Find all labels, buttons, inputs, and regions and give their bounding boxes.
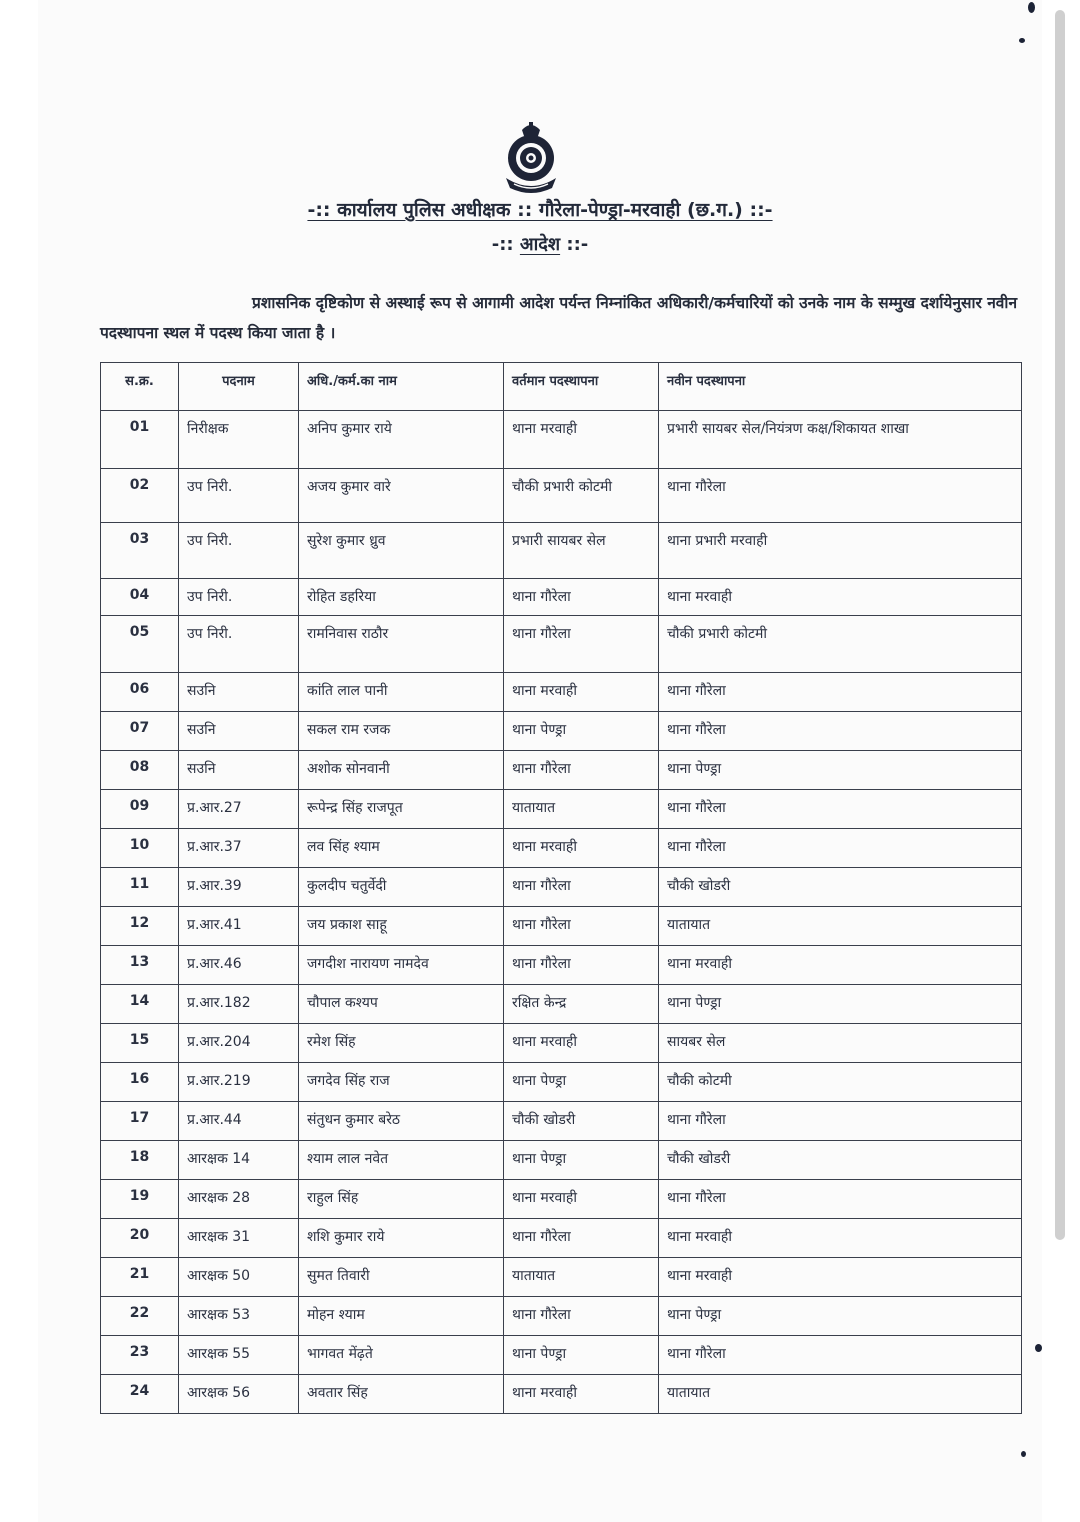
cell-serial: 16 <box>101 1063 179 1102</box>
cell-designation: आरक्षक 50 <box>179 1258 299 1297</box>
cell-new-posting: थाना गौरेला <box>659 1102 1022 1141</box>
table-row <box>101 868 1022 907</box>
cell-designation: आरक्षक 53 <box>179 1297 299 1336</box>
cell-designation: प्र.आर.44 <box>179 1102 299 1141</box>
table-row <box>101 829 1022 868</box>
cell-name: रामनिवास राठौर <box>299 616 504 673</box>
office-heading <box>0 196 1080 222</box>
cell-name: सुरेश कुमार ध्रुव <box>299 523 504 579</box>
cell-designation: प्र.आर.27 <box>179 790 299 829</box>
cell-new-posting: थाना प्रभारी मरवाही <box>659 523 1022 579</box>
cell-new-posting: थाना मरवाही <box>659 1219 1022 1258</box>
cell-name: लव सिंह श्याम <box>299 829 504 868</box>
cell-serial: 20 <box>101 1219 179 1258</box>
cell-designation: प्र.आर.182 <box>179 985 299 1024</box>
cell-serial: 15 <box>101 1024 179 1063</box>
table-row <box>101 469 1022 523</box>
police-emblem-icon <box>500 120 562 196</box>
cell-serial: 09 <box>101 790 179 829</box>
cell-designation: प्र.आर.39 <box>179 868 299 907</box>
cell-new-posting: चौकी कोटमी <box>659 1063 1022 1102</box>
table-row <box>101 523 1022 579</box>
table-row <box>101 411 1022 469</box>
cell-designation: सउनि <box>179 673 299 712</box>
cell-serial: 24 <box>101 1375 179 1414</box>
cell-new-posting: थाना गौरेला <box>659 1180 1022 1219</box>
table-row <box>101 1141 1022 1180</box>
cell-serial: 07 <box>101 712 179 751</box>
table-row <box>101 907 1022 946</box>
cell-name: कांति लाल पानी <box>299 673 504 712</box>
cell-designation: उप निरी. <box>179 579 299 616</box>
order-heading-text: आदेश <box>519 234 561 255</box>
cell-current-posting: रक्षित केन्द्र <box>504 985 659 1024</box>
cell-new-posting: थाना गौरेला <box>659 829 1022 868</box>
cell-name: कुलदीप चतुर्वेदी <box>299 868 504 907</box>
cell-new-posting: थाना गौरेला <box>659 469 1022 523</box>
cell-name: श्याम लाल नवेत <box>299 1141 504 1180</box>
cell-new-posting: यातायात <box>659 1375 1022 1414</box>
table-row <box>101 1219 1022 1258</box>
cell-designation: सउनि <box>179 712 299 751</box>
cell-current-posting: थाना मरवाही <box>504 673 659 712</box>
table-row <box>101 1024 1022 1063</box>
cell-designation: निरीक्षक <box>179 411 299 469</box>
office-heading-text: -:: कार्यालय पुलिस अधीक्षक :: गौरेला-पेण्ड्रा-मरवाही (छ.ग.) ::- <box>307 199 773 221</box>
cell-current-posting: यातायात <box>504 790 659 829</box>
header-serial: स.क्र. <box>101 363 179 411</box>
cell-serial: 23 <box>101 1336 179 1375</box>
cell-designation: प्र.आर.204 <box>179 1024 299 1063</box>
cell-new-posting: थाना पेण्ड्रा <box>659 751 1022 790</box>
table-row <box>101 579 1022 616</box>
cell-current-posting: थाना पेण्ड्रा <box>504 1141 659 1180</box>
cell-new-posting: चौकी प्रभारी कोटमी <box>659 616 1022 673</box>
table-row <box>101 946 1022 985</box>
cell-new-posting: थाना मरवाही <box>659 1258 1022 1297</box>
cell-new-posting: थाना गौरेला <box>659 712 1022 751</box>
table-row <box>101 1180 1022 1219</box>
table-row <box>101 985 1022 1024</box>
cell-current-posting: यातायात <box>504 1258 659 1297</box>
cell-current-posting: थाना मरवाही <box>504 1375 659 1414</box>
cell-new-posting: थाना पेण्ड्रा <box>659 1297 1022 1336</box>
cell-serial: 21 <box>101 1258 179 1297</box>
scan-speck <box>1028 2 1035 13</box>
cell-new-posting: यातायात <box>659 907 1022 946</box>
cell-designation: आरक्षक 56 <box>179 1375 299 1414</box>
cell-serial: 10 <box>101 829 179 868</box>
cell-name: शशि कुमार राये <box>299 1219 504 1258</box>
cell-designation: प्र.आर.219 <box>179 1063 299 1102</box>
cell-current-posting: थाना गौरेला <box>504 616 659 673</box>
cell-designation: आरक्षक 31 <box>179 1219 299 1258</box>
cell-current-posting: थाना गौरेला <box>504 907 659 946</box>
vertical-scrollbar[interactable] <box>1055 10 1065 1240</box>
cell-current-posting: प्रभारी सायबर सेल <box>504 523 659 579</box>
table-header-row <box>101 363 1022 411</box>
cell-new-posting: थाना गौरेला <box>659 790 1022 829</box>
cell-serial: 06 <box>101 673 179 712</box>
cell-designation: प्र.आर.37 <box>179 829 299 868</box>
cell-current-posting: चौकी खोडरी <box>504 1102 659 1141</box>
cell-name: अजय कुमार वारे <box>299 469 504 523</box>
table-row <box>101 712 1022 751</box>
header-new-posting: नवीन पदस्थापना <box>659 363 1022 411</box>
table-row <box>101 1258 1022 1297</box>
cell-name: अवतार सिंह <box>299 1375 504 1414</box>
cell-designation: आरक्षक 28 <box>179 1180 299 1219</box>
cell-serial: 03 <box>101 523 179 579</box>
cell-serial: 02 <box>101 469 179 523</box>
cell-new-posting: थाना गौरेला <box>659 673 1022 712</box>
cell-current-posting: चौकी प्रभारी कोटमी <box>504 469 659 523</box>
cell-name: रमेश सिंह <box>299 1024 504 1063</box>
cell-designation: आरक्षक 14 <box>179 1141 299 1180</box>
table-row <box>101 1102 1022 1141</box>
cell-current-posting: थाना मरवाही <box>504 829 659 868</box>
cell-serial: 11 <box>101 868 179 907</box>
cell-serial: 19 <box>101 1180 179 1219</box>
cell-designation: प्र.आर.46 <box>179 946 299 985</box>
cell-serial: 18 <box>101 1141 179 1180</box>
cell-serial: 14 <box>101 985 179 1024</box>
header-current-posting: वर्तमान पदस्थापना <box>504 363 659 411</box>
cell-designation: प्र.आर.41 <box>179 907 299 946</box>
cell-serial: 22 <box>101 1297 179 1336</box>
scan-speck <box>1021 1451 1026 1457</box>
table-row <box>101 1336 1022 1375</box>
table-row <box>101 1375 1022 1414</box>
cell-designation: उप निरी. <box>179 469 299 523</box>
cell-new-posting: थाना मरवाही <box>659 946 1022 985</box>
cell-designation: उप निरी. <box>179 523 299 579</box>
order-heading-suffix: ::- <box>566 234 589 255</box>
cell-current-posting: थाना मरवाही <box>504 411 659 469</box>
cell-name: जगदेव सिंह राज <box>299 1063 504 1102</box>
cell-current-posting: थाना पेण्ड्रा <box>504 712 659 751</box>
order-paragraph <box>100 288 1030 348</box>
order-paragraph-text: प्रशासनिक दृष्टिकोण से अस्थाई रूप से आगामी आदेश पर्यन्त निम्नांकित अधिकारी/कर्मचारियों को उनके नाम के सम्मुख दर्शायेनुसार नवीन पदस्थापना स्थल में पदस्थ किया जाता है । <box>100 294 1018 342</box>
cell-new-posting: थाना पेण्ड्रा <box>659 985 1022 1024</box>
table-row <box>101 790 1022 829</box>
header-name: अधि./कर्म.का नाम <box>299 363 504 411</box>
cell-current-posting: थाना मरवाही <box>504 1180 659 1219</box>
header-designation: पदनाम <box>179 363 299 411</box>
cell-designation: आरक्षक 55 <box>179 1336 299 1375</box>
table-row <box>101 1297 1022 1336</box>
cell-current-posting: थाना गौरेला <box>504 1219 659 1258</box>
cell-serial: 17 <box>101 1102 179 1141</box>
cell-name: भागवत मेंढ़ते <box>299 1336 504 1375</box>
cell-name: संतुधन कुमार बरेठ <box>299 1102 504 1141</box>
cell-current-posting: थाना गौरेला <box>504 868 659 907</box>
cell-designation: उप निरी. <box>179 616 299 673</box>
cell-new-posting: चौकी खोडरी <box>659 868 1022 907</box>
transfer-table <box>100 362 1022 1414</box>
cell-name: अनिप कुमार राये <box>299 411 504 469</box>
cell-name: रोहित डहरिया <box>299 579 504 616</box>
table-row <box>101 616 1022 673</box>
cell-new-posting: थाना गौरेला <box>659 1336 1022 1375</box>
cell-serial: 13 <box>101 946 179 985</box>
cell-current-posting: थाना पेण्ड्रा <box>504 1336 659 1375</box>
cell-current-posting: थाना गौरेला <box>504 946 659 985</box>
cell-designation: सउनि <box>179 751 299 790</box>
cell-name: जगदीश नारायण नामदेव <box>299 946 504 985</box>
cell-serial: 08 <box>101 751 179 790</box>
cell-current-posting: थाना गौरेला <box>504 751 659 790</box>
scan-speck <box>1035 1344 1042 1352</box>
cell-name: मोहन श्याम <box>299 1297 504 1336</box>
cell-name: सकल राम रजक <box>299 712 504 751</box>
table-row <box>101 751 1022 790</box>
cell-serial: 12 <box>101 907 179 946</box>
cell-new-posting: थाना मरवाही <box>659 579 1022 616</box>
scan-speck <box>1019 38 1025 43</box>
order-heading-prefix: -:: <box>491 234 514 255</box>
table-row <box>101 1063 1022 1102</box>
cell-name: अशोक सोनवानी <box>299 751 504 790</box>
cell-name: जय प्रकाश साहू <box>299 907 504 946</box>
cell-serial: 05 <box>101 616 179 673</box>
cell-name: रूपेन्द्र सिंह राजपूत <box>299 790 504 829</box>
cell-current-posting: थाना पेण्ड्रा <box>504 1063 659 1102</box>
cell-new-posting: प्रभारी सायबर सेल/नियंत्रण कक्ष/शिकायत शाखा <box>659 411 1022 469</box>
cell-name: सुमत तिवारी <box>299 1258 504 1297</box>
cell-serial: 04 <box>101 579 179 616</box>
cell-current-posting: थाना गौरेला <box>504 1297 659 1336</box>
cell-current-posting: थाना मरवाही <box>504 1024 659 1063</box>
cell-new-posting: सायबर सेल <box>659 1024 1022 1063</box>
cell-new-posting: चौकी खोडरी <box>659 1141 1022 1180</box>
cell-current-posting: थाना गौरेला <box>504 579 659 616</box>
cell-name: राहुल सिंह <box>299 1180 504 1219</box>
cell-name: चौपाल कश्यप <box>299 985 504 1024</box>
order-heading <box>0 232 1080 256</box>
cell-serial: 01 <box>101 411 179 469</box>
table-row <box>101 673 1022 712</box>
